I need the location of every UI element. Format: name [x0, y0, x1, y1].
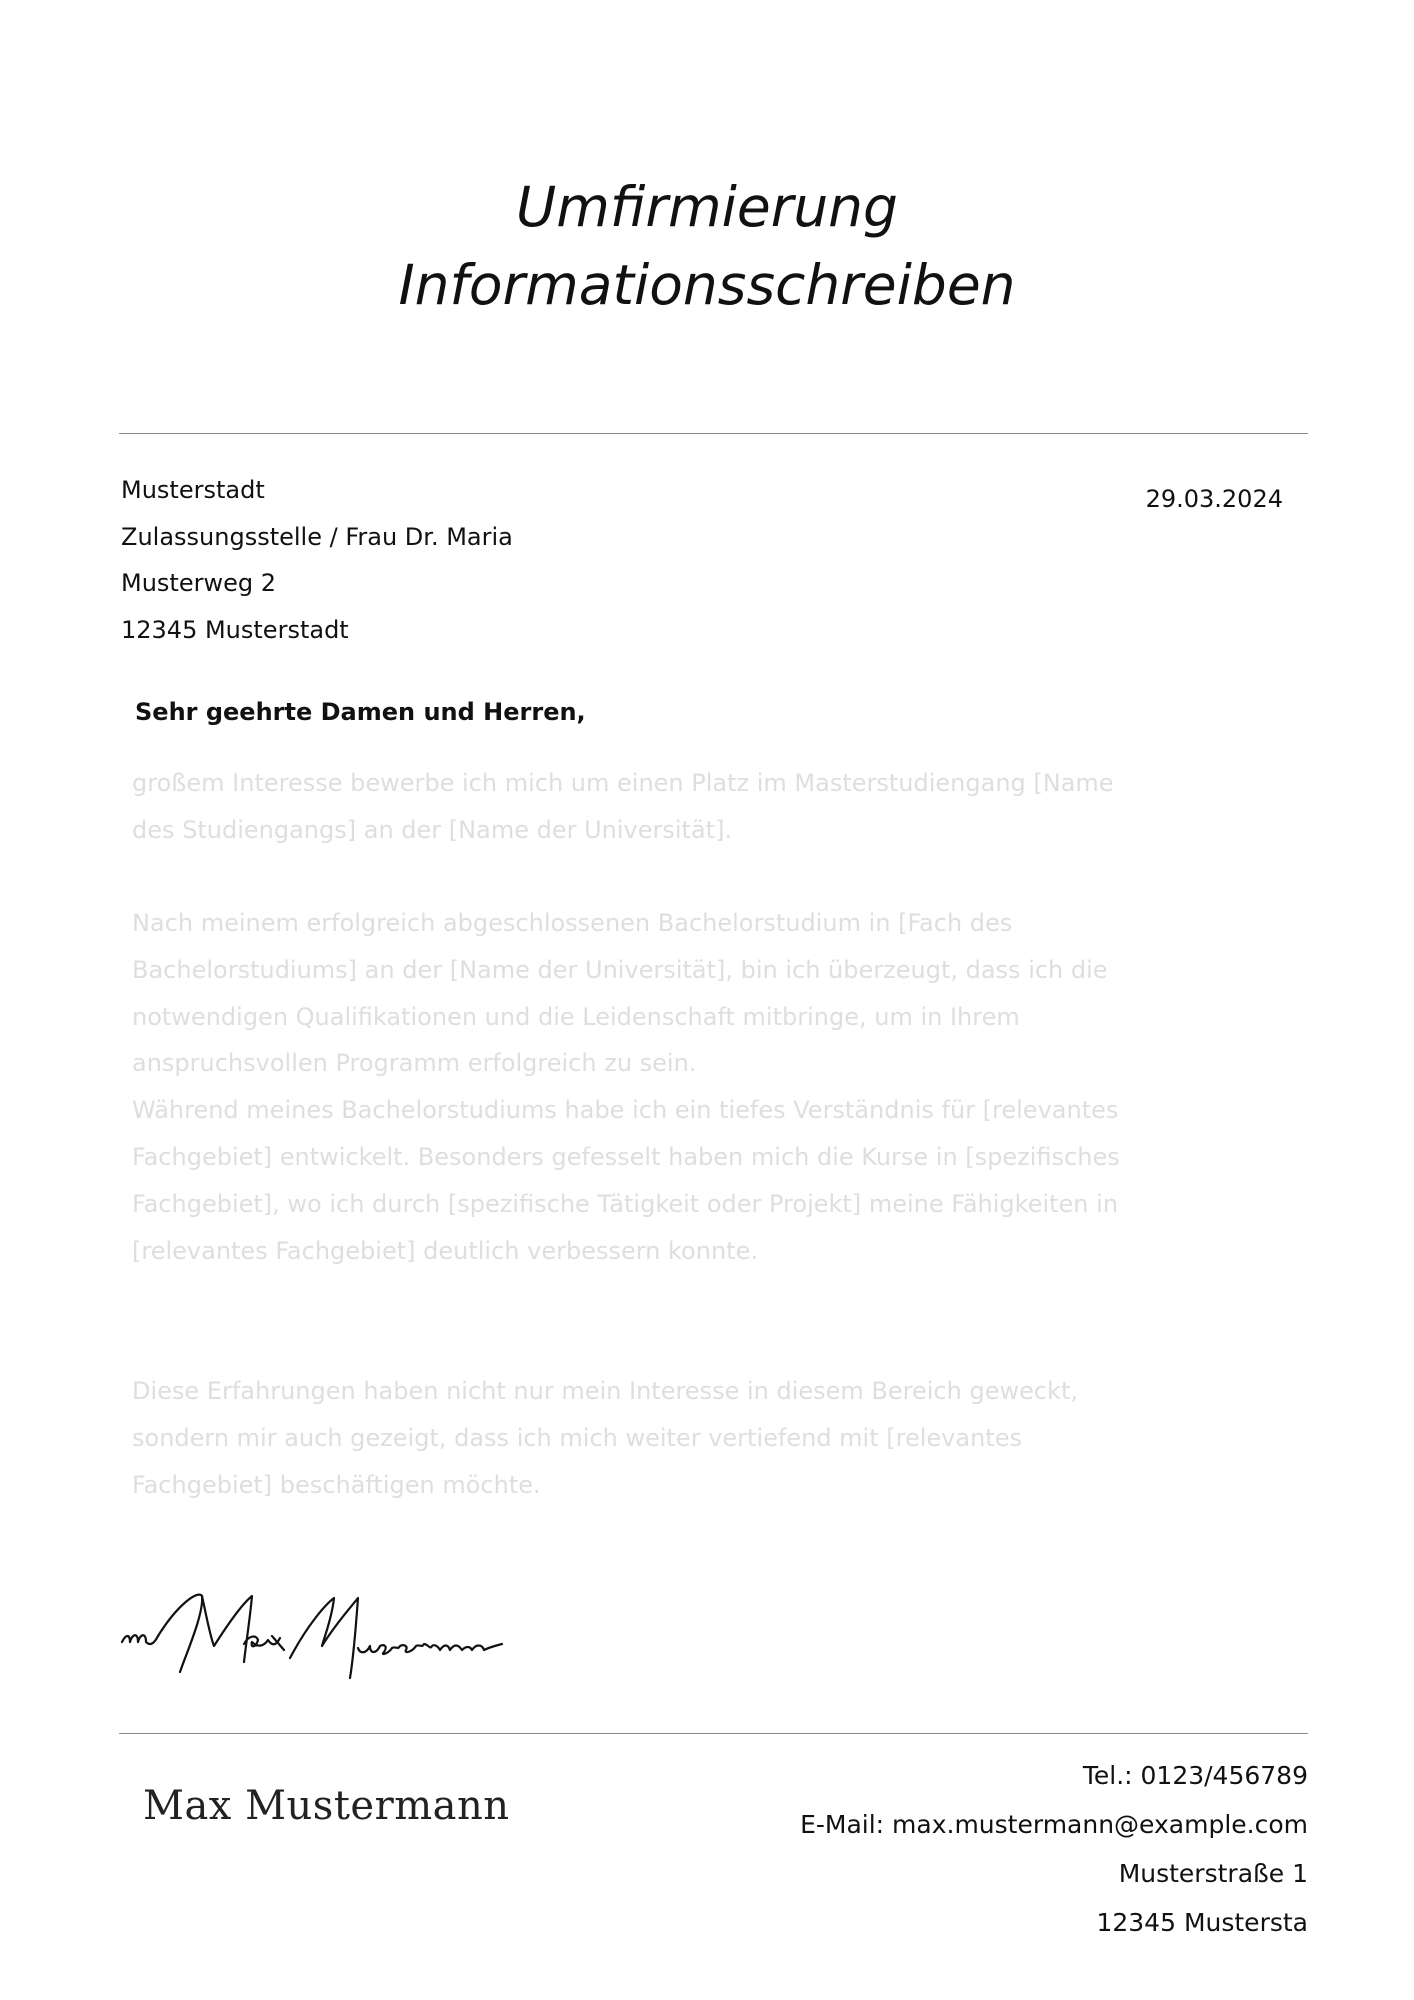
letter-date: 29.03.2024 [1145, 485, 1283, 513]
body-line: Fachgebiet] beschäftigen möchte. [132, 1470, 541, 1499]
contact-city: 12345 Mustersta [1096, 1908, 1308, 1937]
header-divider [119, 433, 1308, 434]
sender-contact [700, 1751, 1308, 1947]
recipient-address [121, 467, 513, 653]
title-line-2: Informationsschreiben [398, 253, 1016, 317]
body-line: Fachgebiet], wo ich durch [spezifische Tätigkeit oder Projekt] meine Fähigkeiten in [132, 1189, 1119, 1218]
title-line-1: Umfirmierung [516, 175, 898, 239]
contact-phone: Tel.: 0123/456789 [1082, 1761, 1308, 1790]
body-line: großem Interesse bewerbe ich mich um einen Platz im Masterstudiengang [Name [132, 769, 1114, 797]
body-paragraph-2 [132, 900, 1252, 1274]
sender-name: Max Mustermann [143, 1783, 510, 1829]
body-paragraph-3 [132, 1368, 1252, 1508]
body-line: Bachelorstudiums] an der [Name der Universität], bin ich überzeugt, dass ich die [132, 955, 1108, 984]
body-line: sondern mir auch gezeigt, dass ich mich weiter vertiefend mit [relevantes [132, 1423, 1022, 1452]
recipient-line: Zulassungsstelle / Frau Dr. Maria [121, 522, 513, 551]
recipient-line: Musterstadt [121, 476, 265, 504]
footer-divider [119, 1733, 1308, 1734]
body-paragraph-1 [132, 760, 1252, 854]
body-line: anspruchsvollen Programm erfolgreich zu sein. [132, 1049, 697, 1078]
recipient-line: 12345 Musterstadt [121, 615, 349, 644]
handwritten-signature [118, 1574, 508, 1684]
contact-street: Musterstraße 1 [1118, 1859, 1308, 1888]
recipient-line: Musterweg 2 [121, 569, 276, 597]
body-line: Diese Erfahrungen haben nicht nur mein Interesse in diesem Bereich geweckt, [132, 1377, 1078, 1405]
salutation: Sehr geehrte Damen und Herren, [135, 698, 586, 726]
document-title [0, 168, 1414, 324]
body-line: Fachgebiet] entwickelt. Besonders gefesselt haben mich die Kurse in [spezifisches [132, 1142, 1120, 1171]
body-line: Während meines Bachelorstudiums habe ich ein tiefes Verständnis für [relevantes [132, 1096, 1119, 1125]
body-line: [relevantes Fachgebiet] deutlich verbessern konnte. [132, 1236, 758, 1265]
body-line: des Studiengangs] an der [Name der Universität]. [132, 815, 733, 844]
body-line: Nach meinem erfolgreich abgeschlossenen Bachelorstudium in [Fach des [132, 909, 1013, 937]
contact-email: E-Mail: max.mustermann@example.com [800, 1810, 1308, 1839]
body-line: notwendigen Qualifikationen und die Leidenschaft mitbringe, um in Ihrem [132, 1002, 1020, 1031]
